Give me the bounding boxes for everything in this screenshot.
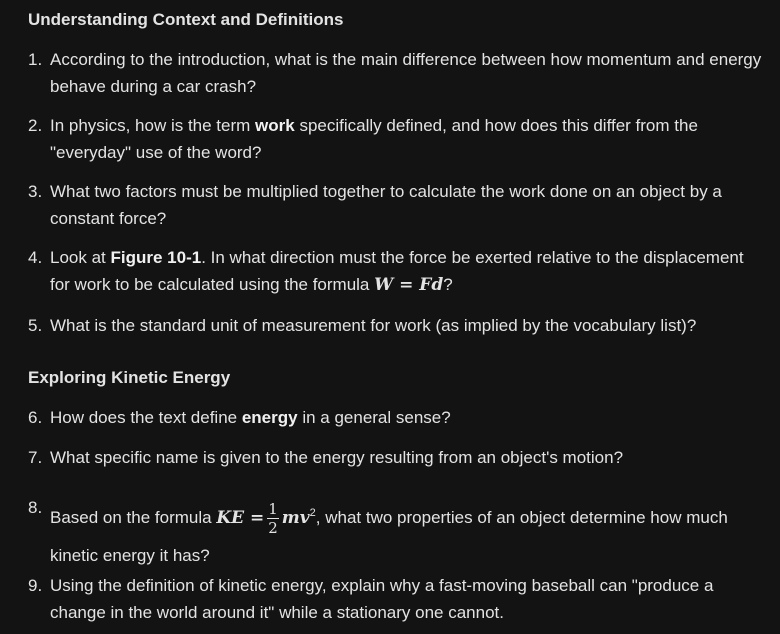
question-text-part: . In what direction must the force be exerted relative to the displacement for work to be calculated using the formula [50, 248, 744, 294]
item-number: 2. [28, 116, 43, 135]
section-heading-kinetic-energy: Exploring Kinetic Energy [28, 368, 231, 387]
question-text-part: , what two properties of an object determine how much kinetic energy it has? [50, 508, 728, 566]
formula-ke-lhs: KE = [216, 508, 265, 528]
item-number: 5. [28, 316, 43, 335]
formula-fraction [267, 500, 279, 537]
formula-ke-rhs: mv [281, 508, 310, 528]
question-text-part: ? [443, 275, 453, 294]
question-text-part: specifically defined, and how does this differ from the "everyday" use of the word? [50, 116, 698, 162]
bold-term: work [255, 116, 295, 135]
question-text: What specific name is given to the energy resulting from an object's motion? [50, 448, 624, 467]
question-text: According to the introduction, what is the main difference between how momentum and energy behave during a car crash? [50, 50, 762, 96]
figure-reference: Figure 10-1 [110, 248, 202, 267]
question-text-part: in a general sense? [297, 408, 451, 427]
question-text [50, 494, 762, 575]
question-text-part: How does the text define [50, 408, 242, 427]
item-number: 7. [28, 448, 43, 467]
question-text [50, 404, 762, 431]
item-number: 1. [28, 50, 43, 69]
item-number: 9. [28, 576, 43, 595]
formula-exponent: 2 [309, 507, 316, 519]
question-text [50, 112, 762, 166]
question-text: What is the standard unit of measurement for work (as implied by the vocabulary list)? [50, 316, 697, 335]
bold-term: energy [241, 408, 298, 427]
question-text [50, 244, 762, 299]
item-number: 3. [28, 182, 43, 201]
question-text-part: Look at [50, 248, 111, 267]
question-text-part: Based on the formula [50, 508, 217, 527]
question-text: What two factors must be multiplied together to calculate the work done on an object by a constant force? [50, 182, 722, 228]
item-number: 8. [28, 498, 43, 517]
fraction-denominator: 2 [268, 519, 278, 538]
item-number: 6. [28, 408, 43, 427]
formula-work: W = Fd [374, 275, 444, 295]
question-text: Using the definition of kinetic energy, explain why a fast-moving baseball can "produce a change in the world around it" while a stationary one cannot. [50, 576, 714, 622]
item-number: 4. [28, 248, 43, 267]
fraction-numerator: 1 [268, 500, 278, 519]
section-heading-context: Understanding Context and Definitions [28, 10, 344, 29]
question-text-part: In physics, how is the term [50, 116, 256, 135]
